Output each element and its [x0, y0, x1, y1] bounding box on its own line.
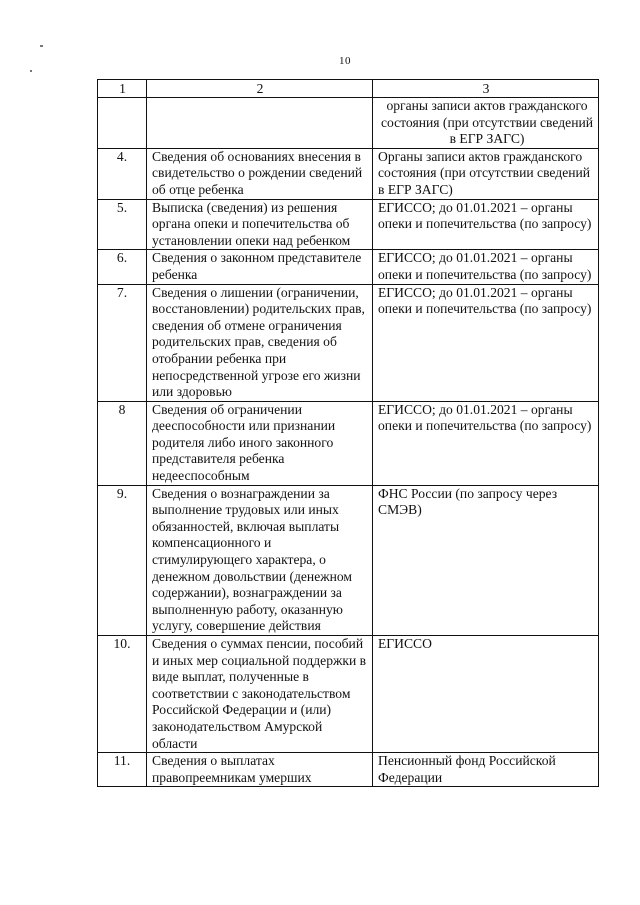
table-row: [98, 250, 599, 284]
row-source: ЕГИССО; до 01.01.2021 – органы опеки и попечительства (по запросу): [373, 401, 599, 485]
row-number: 6.: [98, 250, 147, 284]
row-information: Сведения о вознаграждении за выполнение трудовых или иных обязанностей, включая выплаты компенсационного и стимулирующего характера, о денежном довольствии (денежном содержании), вознаграждении за выполненную работу, оказанную услугу, совершение действия: [147, 485, 373, 635]
row-information: Выписка (сведения) из решения органа опеки и попечительства об установлении опеки над ребенком: [147, 199, 373, 250]
table-row: [98, 485, 599, 635]
row-source: Органы записи актов гражданского состояния (при отсутствии сведений в ЕГР ЗАГС): [373, 148, 599, 199]
row-information: Сведения о законном представителе ребенка: [147, 250, 373, 284]
row-information: Сведения о выплатах правопреемникам умерших: [147, 753, 373, 787]
row-number: 9.: [98, 485, 147, 635]
row-source: ЕГИССО: [373, 636, 599, 753]
row-number: 4.: [98, 148, 147, 199]
row-information: Сведения о суммах пенсии, пособий и иных мер социальной поддержки в виде выплат, полученные в соответствии с законодательством Российской Федерации и (или) законодательством Амурской области: [147, 636, 373, 753]
row-source: Пенсионный фонд Российской Федерации: [373, 753, 599, 787]
scan-speck: [40, 45, 43, 47]
table-row: [98, 199, 599, 250]
scan-speck: [30, 70, 32, 72]
row-source: ЕГИССО; до 01.01.2021 – органы опеки и попечительства (по запросу): [373, 199, 599, 250]
row-information: Сведения об ограничении дееспособности или признании родителя либо иного законного представителя ребенка недееспособным: [147, 401, 373, 485]
table-row: [98, 753, 599, 787]
row-number: [98, 98, 147, 149]
row-information: Сведения об основаниях внесения в свидетельство о рождении сведений об отце ребенка: [147, 148, 373, 199]
row-source: ЕГИССО; до 01.01.2021 – органы опеки и попечительства (по запросу): [373, 284, 599, 401]
table-row: [98, 148, 599, 199]
row-source: органы записи актов гражданского состояния (при отсутствии сведений в ЕГР ЗАГС): [373, 98, 599, 149]
row-number: 10.: [98, 636, 147, 753]
page-number: 10: [339, 55, 351, 67]
table-row: [98, 401, 599, 485]
row-source: ФНС России (по запросу через СМЭВ): [373, 485, 599, 635]
row-information: Сведения о лишении (ограничении, восстановлении) родительских прав, сведения об отмене ограничения родительских прав, сведения об отобрании ребенка при непосредственной угрозе его жизни или здоровью: [147, 284, 373, 401]
row-number: 11.: [98, 753, 147, 787]
header-cell-2: 2: [147, 80, 373, 98]
row-number: 8: [98, 401, 147, 485]
row-number: 5.: [98, 199, 147, 250]
table-row: [98, 284, 599, 401]
row-source: ЕГИССО; до 01.01.2021 – органы опеки и попечительства (по запросу): [373, 250, 599, 284]
table-row: [98, 636, 599, 753]
table-header-row: [98, 80, 599, 98]
header-cell-1: 1: [98, 80, 147, 98]
document-table: [97, 79, 599, 787]
row-number: 7.: [98, 284, 147, 401]
header-cell-3: 3: [373, 80, 599, 98]
row-information: [147, 98, 373, 149]
table-row: [98, 98, 599, 149]
